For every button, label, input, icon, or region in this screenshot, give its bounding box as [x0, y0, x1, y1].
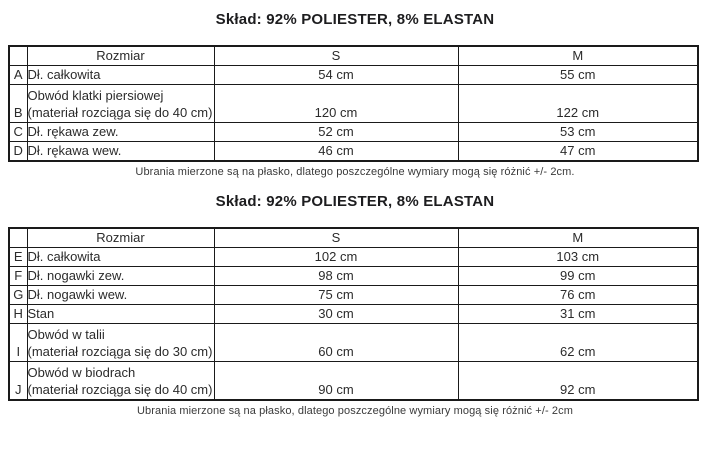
- header-letter-cell: [9, 228, 27, 248]
- section-title: Skład: 92% POLIESTER, 8% ELASTAN: [215, 193, 495, 210]
- measurement-value-cell: 60 cm: [214, 324, 458, 362]
- measurement-value-cell: 103 cm: [458, 248, 698, 267]
- measurement-name-line: Obwód w talii: [27, 327, 105, 342]
- row-letter-cell: A: [9, 66, 27, 85]
- measurement-value-cell: 92 cm: [458, 362, 698, 400]
- table-header-row: [9, 46, 698, 66]
- table-row: [9, 324, 698, 362]
- measurement-value-cell: 62 cm: [458, 324, 698, 362]
- measurement-value-cell: 46 cm: [214, 142, 458, 162]
- measurement-name-cell: [27, 248, 214, 267]
- measurement-value-cell: 90 cm: [214, 362, 458, 400]
- measurement-value-cell: 54 cm: [214, 66, 458, 85]
- measurement-name-cell: [27, 66, 214, 85]
- measurement-name-cell: [27, 267, 214, 286]
- measurement-name-line: Dł. całkowita: [27, 249, 101, 264]
- measurement-value-cell: 55 cm: [458, 66, 698, 85]
- measurement-name-cell: [27, 305, 214, 324]
- row-letter-cell: G: [9, 286, 27, 305]
- measurement-value-cell: 120 cm: [214, 85, 458, 123]
- measurement-name-cell: [27, 286, 214, 305]
- measurement-value-cell: 30 cm: [214, 305, 458, 324]
- size-chart-page: [8, 10, 702, 418]
- table-row: [9, 248, 698, 267]
- header-size-s-cell: S: [214, 228, 458, 248]
- measurement-value-cell: 75 cm: [214, 286, 458, 305]
- table-row: [9, 66, 698, 85]
- header-size-s-cell: S: [214, 46, 458, 66]
- header-rozmiar-cell: Rozmiar: [27, 228, 214, 248]
- size-table-bottom: [8, 227, 699, 401]
- measurement-name-line: (materiał rozciąga się do 30 cm): [27, 344, 213, 359]
- header-rozmiar-cell: Rozmiar: [27, 46, 214, 66]
- measurement-name-line: (materiał rozciąga się do 40 cm): [27, 105, 213, 120]
- measurement-name-cell: [27, 142, 214, 162]
- row-letter-cell: F: [9, 267, 27, 286]
- measurement-value-cell: 99 cm: [458, 267, 698, 286]
- measurement-name-cell: [27, 324, 214, 362]
- measurement-name-line: Obwód w biodrach: [27, 364, 136, 380]
- table-row: [9, 362, 698, 400]
- row-letter-cell: D: [9, 142, 27, 162]
- table-row: [9, 305, 698, 324]
- measurement-name-line: Dł. rękawa wew.: [27, 143, 122, 158]
- measurement-value-cell: 52 cm: [214, 123, 458, 142]
- row-letter-cell: H: [9, 305, 27, 324]
- size-table-top: [8, 45, 699, 162]
- table-header-row: [9, 228, 698, 248]
- table-row: [9, 142, 698, 162]
- table-row: [9, 286, 698, 305]
- row-letter-cell: C: [9, 123, 27, 142]
- table-row: [9, 85, 698, 123]
- table-row: [9, 267, 698, 286]
- measurement-value-cell: 98 cm: [214, 267, 458, 286]
- header-size-m-cell: M: [458, 228, 698, 248]
- measurement-value-cell: 102 cm: [214, 248, 458, 267]
- measurement-name-cell: [27, 123, 214, 142]
- measurement-name-line: (materiał rozciąga się do 40 cm): [27, 381, 213, 397]
- measurement-value-cell: 122 cm: [458, 85, 698, 123]
- measurement-value-cell: 31 cm: [458, 305, 698, 324]
- header-size-m-cell: M: [458, 46, 698, 66]
- row-letter-cell: J: [9, 362, 27, 400]
- measurement-value-cell: 53 cm: [458, 123, 698, 142]
- table-row: [9, 123, 698, 142]
- measurement-name-line: Stan: [27, 306, 55, 321]
- header-letter-cell: [9, 46, 27, 66]
- measurement-name-line: Dł. rękawa zew.: [27, 124, 119, 139]
- measurement-name-cell: [27, 362, 214, 400]
- row-letter-cell: I: [9, 324, 27, 362]
- measurement-name-line: Dł. nogawki wew.: [27, 287, 128, 302]
- row-letter-cell: B: [9, 85, 27, 123]
- measurement-name-line: Dł. nogawki zew.: [27, 268, 125, 283]
- measurement-name-line: Dł. całkowita: [27, 67, 101, 82]
- measurement-value-cell: 47 cm: [458, 142, 698, 162]
- measurement-note: Ubrania mierzone są na płasko, dlatego poszczególne wymiary mogą się różnić +/- 2cm.: [135, 166, 575, 178]
- measurement-value-cell: 76 cm: [458, 286, 698, 305]
- measurement-name-cell: [27, 85, 214, 123]
- measurement-note: Ubrania mierzone są na płasko, dlatego poszczególne wymiary mogą się różnić +/- 2cm: [137, 404, 573, 417]
- section-title: Skład: 92% POLIESTER, 8% ELASTAN: [215, 11, 495, 28]
- measurement-name-line: Obwód klatki piersiowej: [27, 88, 164, 103]
- row-letter-cell: E: [9, 248, 27, 267]
